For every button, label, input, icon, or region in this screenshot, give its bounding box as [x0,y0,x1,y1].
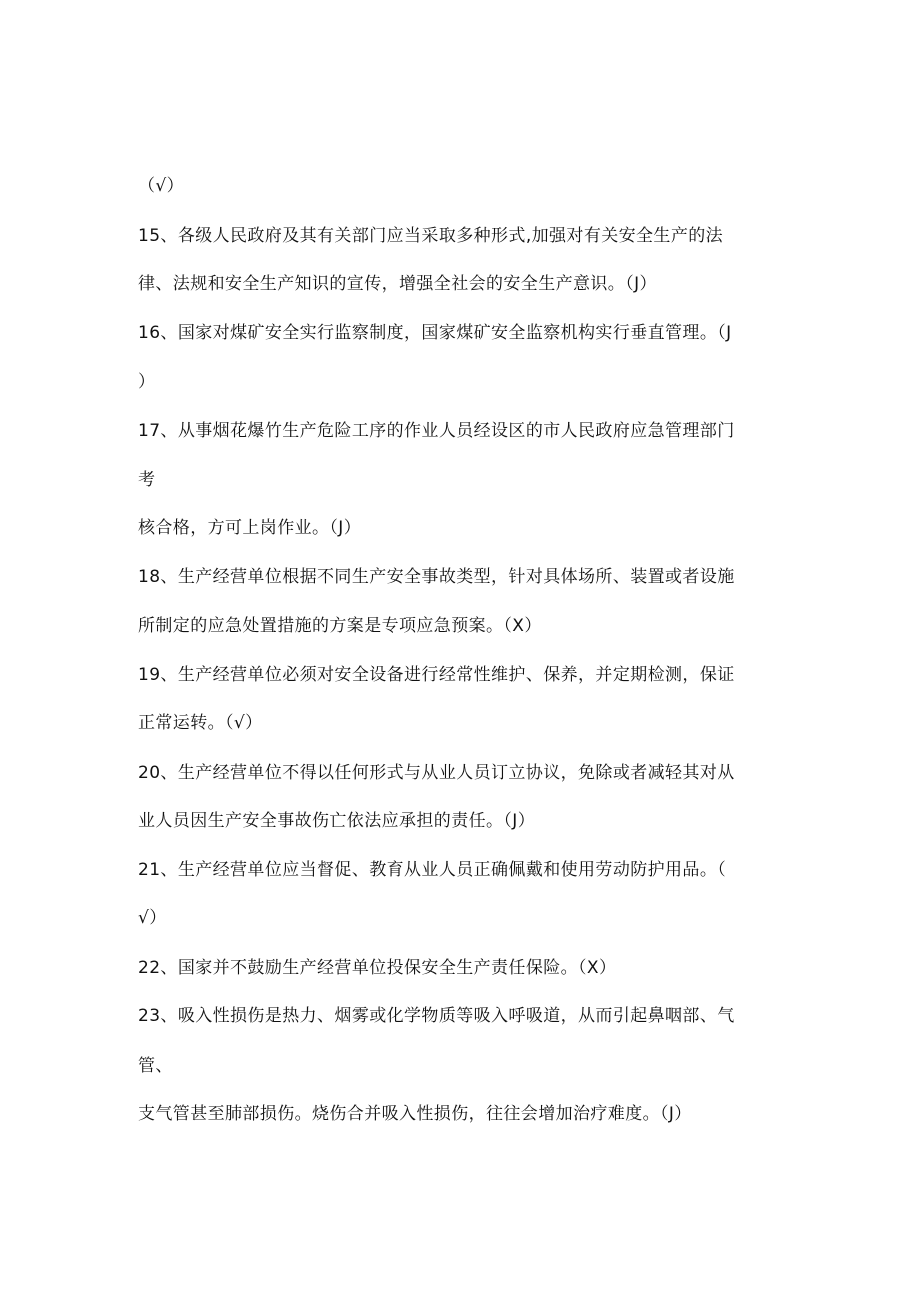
text-line-q20: 20、生产经营单位不得以任何形式与从业人员订立协议，免除或者减轻其对从 [138,763,735,783]
text-line-q19-cont: 正常运转。（√） [138,713,263,733]
text-line-q23: 23、吸入性损伤是热力、烟雾或化学物质等吸入呼吸道，从而引起鼻咽部、气 [138,1006,735,1026]
text-line-q20-cont: 业人员因生产安全事故伤亡依法应承担的责任。（J） [138,811,536,831]
text-line-q15-cont: 律、法规和安全生产知识的宣传，增强全社会的安全生产意识。（J） [138,274,657,294]
text-line-q18: 18、生产经营单位根据不同生产安全事故类型，针对具体场所、装置或者设施 [138,567,735,587]
text-line-q17-cont2: 核合格，方可上岗作业。（J） [138,518,362,538]
text-line-q18-cont: 所制定的应急处置措施的方案是专项应急预案。（X） [138,616,542,636]
text-line-q16-cont: ） [138,372,156,392]
text-line-q23-cont2: 支气管甚至肺部损伤。烧伤合并吸入性损伤，往往会增加治疗难度。（J） [138,1104,692,1124]
text-line-q17: 17、从事烟花爆竹生产危险工序的作业人员经设区的市人民政府应急管理部门 [138,421,735,441]
text-line-q17-cont: 考 [138,470,156,490]
text-line-answer-14: （√） [138,176,185,196]
text-line-q19: 19、生产经营单位必须对安全设备进行经常性维护、保养，并定期检测，保证 [138,665,735,685]
text-line-q21: 21、生产经营单位应当督促、教育从业人员正确佩戴和使用劳动防护用品。（ [138,860,727,880]
text-line-q21-cont: √） [138,908,167,928]
text-line-q22: 22、国家并不鼓励生产经营单位投保安全生产责任保险。（X） [138,958,617,978]
text-line-q15: 15、各级人民政府及其有关部门应当采取多种形式,加强对有关安全生产的法 [138,226,724,246]
text-line-q23-cont: 管、 [138,1056,173,1076]
text-line-q16: 16、国家对煤矿安全实行监察制度，国家煤矿安全监察机构实行垂直管理。（J [138,323,732,343]
